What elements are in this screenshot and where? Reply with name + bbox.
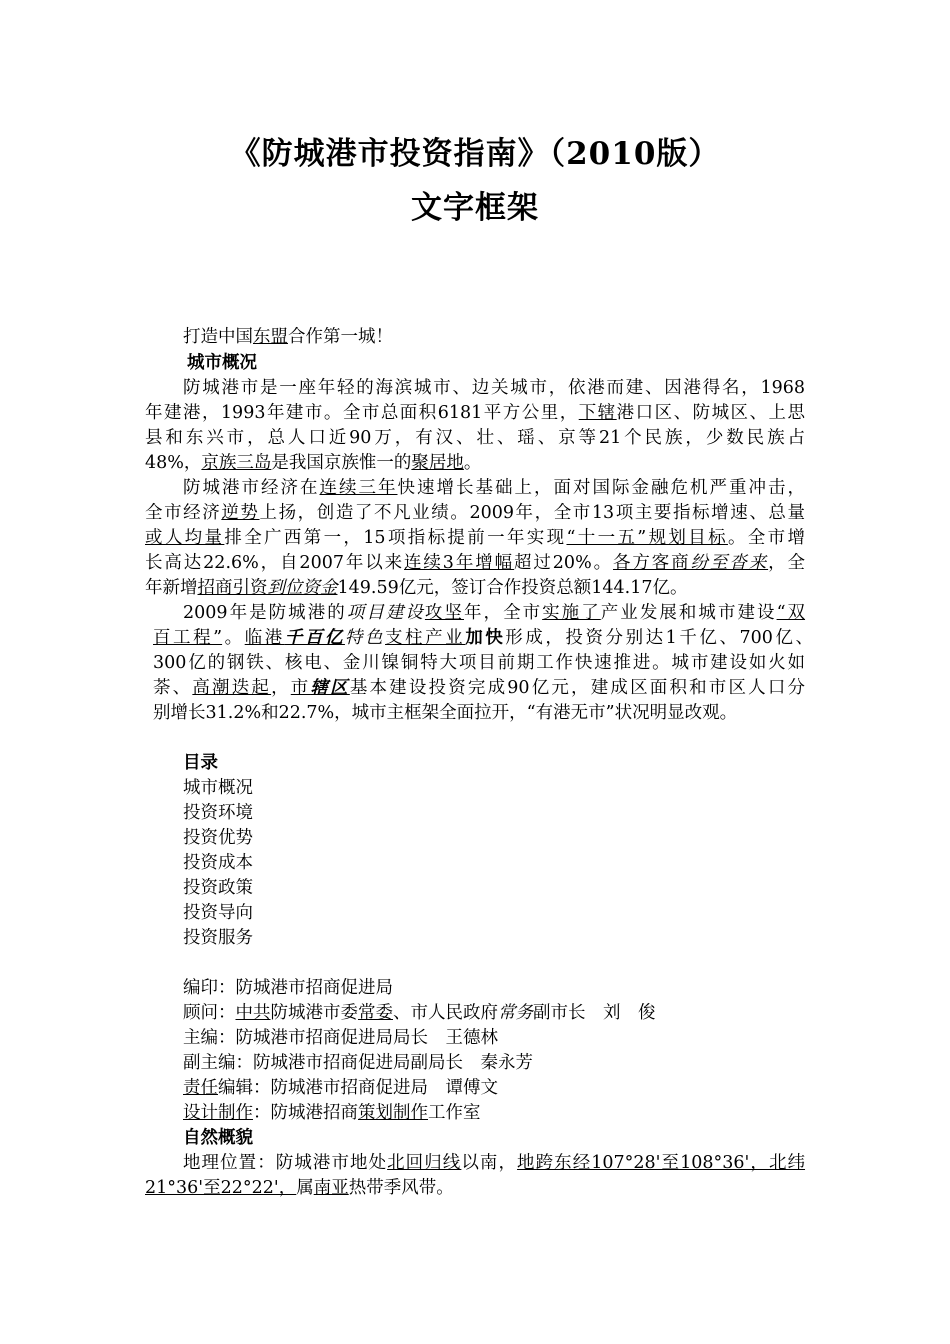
overview-heading: 城市概况 (187, 353, 257, 373)
toc-item: 城市概况 (183, 778, 253, 798)
slogan-part: 合作第一城！ (288, 327, 393, 347)
toc-item: 投资成本 (183, 853, 253, 873)
text: 到位资金 (267, 578, 338, 598)
text: 百工程” (153, 628, 223, 648)
text: 21°36'至22°22'， (145, 1178, 297, 1198)
text: 荼、 (153, 678, 193, 698)
text: 京族三岛 (201, 453, 272, 473)
text: 支柱产业 (385, 628, 466, 648)
text: 48%， (145, 453, 202, 473)
text: 编辑：防城港市招商促进局 谭傅文 (218, 1078, 498, 1098)
text: 超过20%。 (514, 553, 613, 573)
text: 年，全市 (464, 603, 543, 623)
text: 常务 (498, 1003, 533, 1023)
text: 攻坚 (424, 603, 464, 623)
text: 、市人民政府 (393, 1003, 498, 1023)
nature-heading: 自然概貌 (183, 1128, 253, 1148)
text: 长高达22.6%，自2007年以来 (145, 553, 405, 573)
text: 快速增长基础上，面对国际金融危机严重冲击， (397, 478, 805, 498)
text: 北回归线 (387, 1153, 462, 1173)
p2-line (145, 576, 687, 601)
text: 地跨东经107°28'至108°36'，北纬 (517, 1153, 806, 1173)
credit-line (183, 1101, 481, 1126)
text: 工作室 (428, 1103, 481, 1123)
text: 连续3年增幅 (404, 553, 515, 573)
text: “十一五”规划目标 (566, 528, 728, 548)
p1-line: 县和东兴市，总人口近90万，有汉、壮、瑶、京等21个民族，少数民族占 (145, 428, 805, 448)
text: 。 (222, 628, 245, 648)
toc-item: 投资环境 (183, 803, 253, 823)
text: 纷至沓来 (690, 553, 769, 573)
credit-line: 副主编：防城港市招商促进局副局长 秦永芳 (183, 1053, 533, 1073)
text: 聚居地 (411, 453, 464, 473)
text: 年建港，1993年建市。全市总面积6181平方公里， (145, 403, 579, 423)
toc-item: 投资政策 (183, 878, 253, 898)
text: 市 (290, 678, 311, 698)
credit-line: 编印：防城港市招商促进局 (183, 978, 393, 998)
p1-line: 防城港市是一座年轻的海滨城市、边关城市，依港而建、因港得名，1968 (183, 378, 805, 398)
nature-line (145, 1176, 454, 1201)
text: 2009年是防城港的 (183, 603, 347, 623)
toc-item: 投资服务 (183, 928, 253, 948)
slogan-link: 东盟 (253, 327, 288, 347)
text: 加快 (465, 628, 506, 648)
text: 。 (463, 453, 482, 473)
doc-subtitle: 文字框架 (411, 190, 539, 226)
text: 产业发展和城市建设 (600, 603, 777, 623)
text: 属 (296, 1178, 314, 1198)
text: 各方客商 (612, 553, 691, 573)
text: 或人均量 (145, 528, 225, 548)
slogan (183, 325, 393, 350)
text: 责任 (183, 1078, 218, 1098)
text: 港口区、防城区、上思 (616, 403, 806, 423)
text: 特色 (344, 628, 386, 648)
text: 基本建设投资完成90亿元，建成区面积和市区人口分 (349, 678, 806, 698)
text: 策划制作 (358, 1103, 428, 1123)
text: 上扬，创造了不凡业绩。2009年，全市13项主要指标增速、总量 (259, 503, 806, 523)
text: 防城港市委 (270, 1003, 358, 1023)
text: 全市经济 (145, 503, 222, 523)
text: 设计制作 (183, 1103, 253, 1123)
doc-title: 《防城港市投资指南》（2010版） (229, 136, 721, 172)
text: 以南， (461, 1153, 518, 1173)
p3-line: 别增长31.2%和22.7%，城市主框架全面拉开，“有港无市”状况明显改观。 (153, 703, 738, 723)
toc-item: 投资优势 (183, 828, 253, 848)
text: 地理位置：防城港市地处 (183, 1153, 388, 1173)
text: 防城港市经济在 (183, 478, 320, 498)
text: 连续三年 (319, 478, 398, 498)
text: ，全 (768, 553, 805, 573)
p2-line (183, 476, 805, 501)
text: 项目建设 (346, 603, 425, 623)
text: 排全广西第一，15项指标提前一年实现 (224, 528, 567, 548)
text: ：防城港招商 (253, 1103, 358, 1123)
credit-line: 主编：防城港市招商促进局局长 王德林 (183, 1028, 498, 1048)
toc-item: 投资导向 (183, 903, 253, 923)
text: 形成，投资分别达1千亿、700亿、 (505, 628, 813, 648)
text: ， (271, 678, 291, 698)
credit-line (183, 1076, 498, 1101)
p3-line (183, 601, 805, 626)
text: 逆势 (221, 503, 260, 523)
text: 千百亿 (284, 628, 345, 648)
p1-line (145, 401, 805, 426)
text: 临港 (244, 628, 285, 648)
text: 实施了 (542, 603, 601, 623)
text: 高潮迭起 (192, 678, 272, 698)
credit-line (183, 1001, 656, 1026)
text: 热带季风带。 (348, 1178, 454, 1198)
p2-line (145, 551, 805, 576)
nature-line (183, 1151, 805, 1176)
text: 南亚 (313, 1178, 349, 1198)
text: 是我国京族惟一的 (271, 453, 412, 473)
p2-line (145, 501, 805, 526)
text: 下辖 (578, 403, 617, 423)
p1-line (145, 451, 481, 476)
toc-heading: 目录 (183, 753, 218, 773)
p3-line: 300亿的钢铁、核电、金川镍铜特大项目前期工作快速推进。城市建设如火如 (153, 653, 805, 673)
text: 。全市增 (727, 528, 805, 548)
slogan-part: 打造中国 (183, 327, 253, 347)
p3-line (153, 626, 813, 651)
text: 副市长 刘 俊 (533, 1003, 656, 1023)
text: 顾问： (183, 1003, 236, 1023)
text: 中共 (235, 1003, 271, 1023)
text: 年新增 (145, 578, 198, 598)
text: 招商引资 (197, 578, 268, 598)
text: 149.59亿元，签订合作投资总额144.17亿。 (337, 578, 688, 598)
p3-line (153, 676, 805, 701)
text: 常委 (358, 1003, 393, 1023)
text: 辖区 (310, 678, 350, 698)
text: “双 (776, 603, 806, 623)
p2-line (145, 526, 805, 551)
